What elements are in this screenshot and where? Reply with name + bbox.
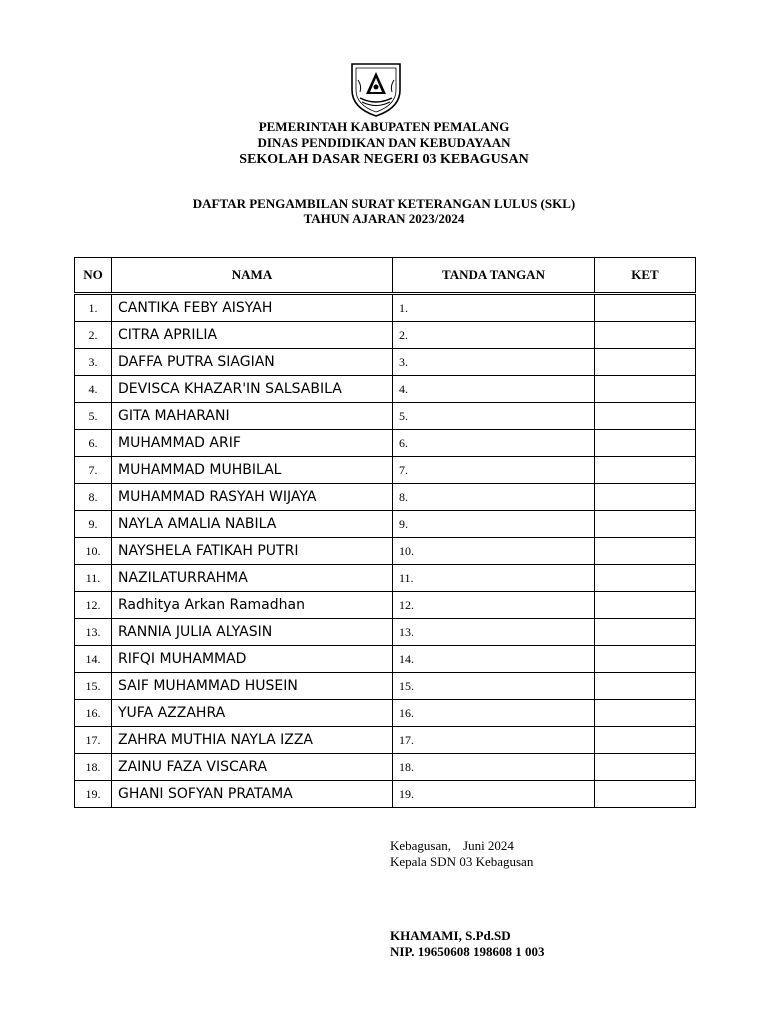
student-list-table (74, 257, 696, 808)
row-nama: MUHAMMAD MUHBILAL (112, 457, 393, 484)
row-nama: ZAHRA MUTHIA NAYLA IZZA (112, 727, 393, 754)
table-row (75, 511, 696, 538)
signer-nip: NIP. 19650608 198608 1 003 (390, 944, 545, 959)
row-no: 8. (75, 484, 112, 511)
row-no: 1. (75, 294, 112, 322)
row-tanda-tangan: 14. (393, 646, 595, 673)
department-name: DINAS PENDIDIKAN DAN KEBUDAYAAN (257, 135, 511, 150)
row-no: 11. (75, 565, 112, 592)
row-tanda-tangan: 15. (393, 673, 595, 700)
table-row (75, 349, 696, 376)
table-row (75, 403, 696, 430)
table-row (75, 484, 696, 511)
row-tanda-tangan: 11. (393, 565, 595, 592)
school-name: SEKOLAH DASAR NEGERI 03 KEBAGUSAN (239, 152, 529, 167)
table-row (75, 457, 696, 484)
row-nama: CITRA APRILIA (112, 322, 393, 349)
table-row (75, 673, 696, 700)
row-no: 4. (75, 376, 112, 403)
row-ket (595, 484, 696, 511)
row-ket (595, 565, 696, 592)
row-nama: DAFFA PUTRA SIAGIAN (112, 349, 393, 376)
row-no: 15. (75, 673, 112, 700)
row-no: 6. (75, 430, 112, 457)
row-tanda-tangan: 1. (393, 294, 595, 322)
row-no: 10. (75, 538, 112, 565)
row-no: 5. (75, 403, 112, 430)
table-row (75, 376, 696, 403)
row-ket (595, 457, 696, 484)
row-tanda-tangan: 12. (393, 592, 595, 619)
row-nama: GHANI SOFYAN PRATAMA (112, 781, 393, 808)
row-no: 9. (75, 511, 112, 538)
table-row (75, 322, 696, 349)
letterhead (0, 119, 768, 168)
signature-place: Kebagusan, (390, 838, 452, 853)
header-ket: KET (595, 258, 696, 294)
row-tanda-tangan: 8. (393, 484, 595, 511)
row-no: 14. (75, 646, 112, 673)
row-tanda-tangan: 10. (393, 538, 595, 565)
row-tanda-tangan: 6. (393, 430, 595, 457)
row-nama: NAYLA AMALIA NABILA (112, 511, 393, 538)
table-row (75, 727, 696, 754)
place-date (390, 838, 533, 854)
signature-date: Juni 2024 (463, 838, 514, 853)
row-no: 3. (75, 349, 112, 376)
row-no: 7. (75, 457, 112, 484)
signer-name: KHAMAMI, S.Pd.SD (390, 928, 511, 943)
row-nama: NAYSHELA FATIKAH PUTRI (112, 538, 393, 565)
table-row (75, 754, 696, 781)
row-ket (595, 646, 696, 673)
row-tanda-tangan: 5. (393, 403, 595, 430)
row-nama: ZAINU FAZA VISCARA (112, 754, 393, 781)
table-row (75, 538, 696, 565)
row-no: 18. (75, 754, 112, 781)
row-nama: DEVISCA KHAZAR'IN SALSABILA (112, 376, 393, 403)
table-row (75, 646, 696, 673)
row-tanda-tangan: 4. (393, 376, 595, 403)
regency-emblem-icon (346, 60, 406, 118)
row-nama: NAZILATURRAHMA (112, 565, 393, 592)
table-header-row (75, 258, 696, 294)
row-ket (595, 403, 696, 430)
row-nama: MUHAMMAD RASYAH WIJAYA (112, 484, 393, 511)
row-tanda-tangan: 3. (393, 349, 595, 376)
academic-year: TAHUN AJARAN 2023/2024 (303, 211, 465, 226)
row-no: 17. (75, 727, 112, 754)
row-ket (595, 700, 696, 727)
row-tanda-tangan: 2. (393, 322, 595, 349)
row-no: 19. (75, 781, 112, 808)
row-ket (595, 754, 696, 781)
row-nama: SAIF MUHAMMAD HUSEIN (112, 673, 393, 700)
table-row (75, 430, 696, 457)
row-tanda-tangan: 13. (393, 619, 595, 646)
row-nama: YUFA AZZAHRA (112, 700, 393, 727)
row-no: 13. (75, 619, 112, 646)
row-ket (595, 538, 696, 565)
row-no: 12. (75, 592, 112, 619)
row-ket (595, 781, 696, 808)
row-nama: RIFQI MUHAMMAD (112, 646, 393, 673)
signature-block (390, 838, 533, 870)
row-tanda-tangan: 16. (393, 700, 595, 727)
row-ket (595, 294, 696, 322)
row-tanda-tangan: 7. (393, 457, 595, 484)
row-nama: MUHAMMAD ARIF (112, 430, 393, 457)
row-ket (595, 430, 696, 457)
row-no: 16. (75, 700, 112, 727)
row-tanda-tangan: 19. (393, 781, 595, 808)
row-nama: Radhitya Arkan Ramadhan (112, 592, 393, 619)
row-tanda-tangan: 18. (393, 754, 595, 781)
row-ket (595, 511, 696, 538)
row-ket (595, 322, 696, 349)
table-row (75, 565, 696, 592)
signer-block (390, 928, 544, 960)
title-line: DAFTAR PENGAMBILAN SURAT KETERANGAN LULUS (SKL) (192, 196, 576, 211)
table-row (75, 294, 696, 322)
row-nama: RANNIA JULIA ALYASIN (112, 619, 393, 646)
signer-position: Kepala SDN 03 Kebagusan (390, 854, 534, 869)
row-nama: GITA MAHARANI (112, 403, 393, 430)
table-row (75, 619, 696, 646)
row-ket (595, 376, 696, 403)
government-name: PEMERINTAH KABUPATEN PEMALANG (258, 119, 510, 134)
row-ket (595, 592, 696, 619)
table-row (75, 592, 696, 619)
table-row (75, 700, 696, 727)
table-row (75, 781, 696, 808)
row-ket (595, 673, 696, 700)
row-ket (595, 727, 696, 754)
header-nama: NAMA (112, 258, 393, 294)
header-no: NO (75, 258, 112, 294)
header-tanda-tangan: TANDA TANGAN (393, 258, 595, 294)
row-ket (595, 349, 696, 376)
row-no: 2. (75, 322, 112, 349)
row-tanda-tangan: 17. (393, 727, 595, 754)
row-ket (595, 619, 696, 646)
row-nama: CANTIKA FEBY AISYAH (112, 294, 393, 322)
row-tanda-tangan: 9. (393, 511, 595, 538)
document-title (0, 196, 768, 226)
